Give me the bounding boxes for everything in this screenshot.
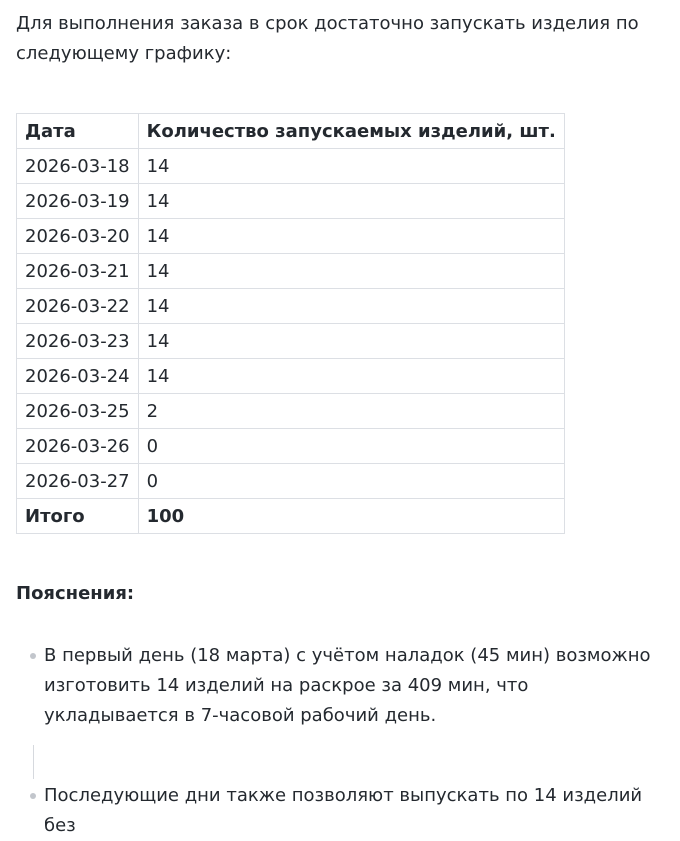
total-value: 100 <box>138 499 564 534</box>
date-cell: 2026-03-22 <box>17 289 139 324</box>
quantity-cell: 2 <box>138 394 564 429</box>
table-total-row <box>17 499 565 534</box>
schedule-table <box>16 113 565 534</box>
date-cell: 2026-03-24 <box>17 359 139 394</box>
list-spacer <box>0 731 680 781</box>
table-row <box>17 219 565 254</box>
bullet-icon <box>30 793 36 799</box>
quantity-cell: 0 <box>138 429 564 464</box>
quantity-cell: 0 <box>138 464 564 499</box>
quantity-cell: 14 <box>138 359 564 394</box>
total-label: Итого <box>17 499 139 534</box>
list-item <box>0 641 680 731</box>
column-header-quantity: Количество запускаемых изделий, шт. <box>138 114 564 149</box>
list-item <box>0 781 680 841</box>
date-cell: 2026-03-18 <box>17 149 139 184</box>
table-row <box>17 429 565 464</box>
quantity-cell: 14 <box>138 184 564 219</box>
table-row <box>17 359 565 394</box>
list-item-text: В первый день (18 марта) с учётом наладок (45 мин) возможно изготовить 14 изделий на раскрое за 409 мин, что укладывается в 7-часовой рабочий день. <box>44 645 651 726</box>
list-item-text: Последующие дни также позволяют выпускать по 14 изделий без <box>44 785 643 836</box>
table-header-row <box>17 114 565 149</box>
table-row <box>17 464 565 499</box>
date-cell: 2026-03-23 <box>17 324 139 359</box>
quantity-cell: 14 <box>138 289 564 324</box>
table-row <box>17 254 565 289</box>
column-header-date: Дата <box>17 114 139 149</box>
quantity-cell: 14 <box>138 219 564 254</box>
quantity-cell: 14 <box>138 324 564 359</box>
date-cell: 2026-03-25 <box>17 394 139 429</box>
caret-line <box>33 745 34 779</box>
notes-list <box>0 641 680 841</box>
bullet-icon <box>30 653 36 659</box>
date-cell: 2026-03-26 <box>17 429 139 464</box>
date-cell: 2026-03-21 <box>17 254 139 289</box>
table-row <box>17 394 565 429</box>
date-cell: 2026-03-27 <box>17 464 139 499</box>
intro-text: Для выполнения заказа в срок достаточно запускать изделия по следующему графику: <box>16 13 639 64</box>
quantity-cell: 14 <box>138 254 564 289</box>
table-row <box>17 324 565 359</box>
quantity-cell: 14 <box>138 149 564 184</box>
table-row <box>17 184 565 219</box>
table-row <box>17 289 565 324</box>
table-row <box>17 149 565 184</box>
date-cell: 2026-03-19 <box>17 184 139 219</box>
notes-heading: Пояснения: <box>16 583 135 604</box>
date-cell: 2026-03-20 <box>17 219 139 254</box>
